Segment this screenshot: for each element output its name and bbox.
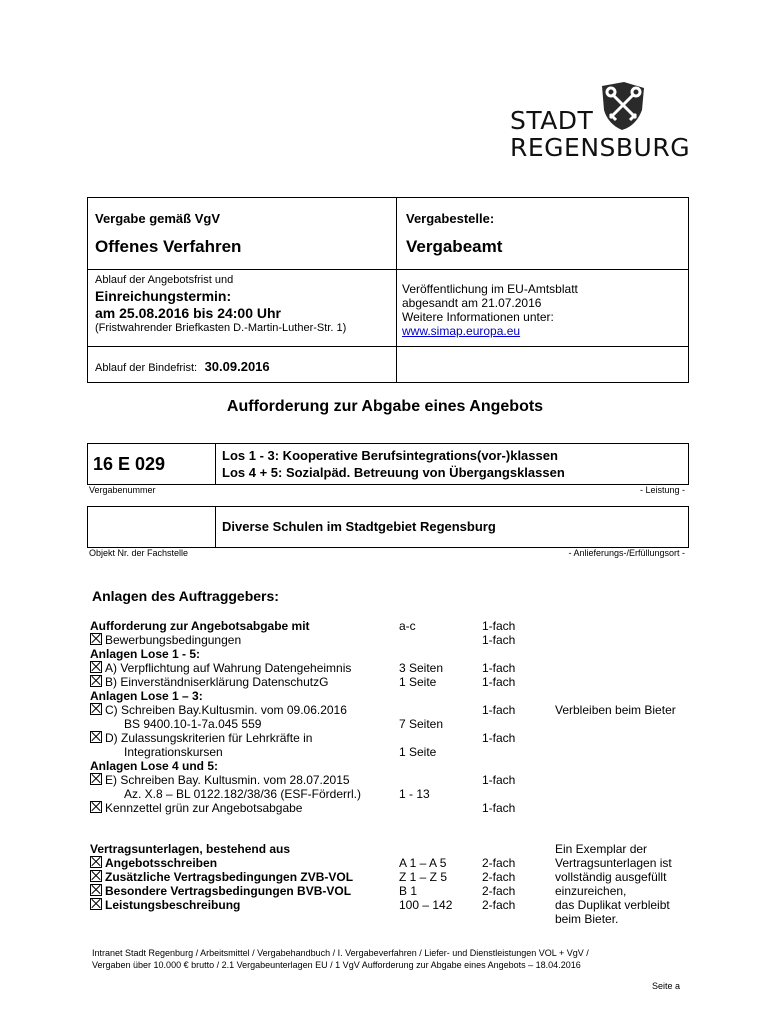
attachment-label: Bewerbungsbedingungen (105, 633, 242, 647)
contract-ref: B 1 (399, 884, 418, 898)
attachment-pages: 1 Seite (399, 675, 437, 689)
logo-line-regensburg: REGENSBURG (510, 133, 691, 162)
footer-line-1: Intranet Stadt Regenburg / Arbeitsmittel / Vergabehandbuch / I. Vergabeverfahren / Liefer- und Dienstleistungen VOL + VgV / (92, 948, 589, 958)
award-number: 16 E 029 (93, 454, 166, 474)
contract-label: Besondere Vertragsbedingungen BVB-VOL (105, 884, 352, 898)
logo-line-stadt: STADT (510, 106, 594, 135)
attachment-label: A) Verpflichtung auf Wahrung Datengeheimnis (105, 661, 352, 675)
attachment-copies: 1-fach (482, 801, 516, 815)
attachment-copies: 1-fach (482, 675, 516, 689)
checked-box-icon[interactable] (90, 661, 102, 673)
checked-box-icon[interactable] (90, 703, 102, 715)
checked-box-icon[interactable] (90, 898, 102, 910)
authority-label: Vergabestelle: (406, 211, 495, 226)
contract-row (90, 856, 217, 870)
publication-line-3: Weitere Informationen unter: (402, 310, 554, 324)
checked-box-icon[interactable] (90, 675, 102, 687)
checked-box-icon[interactable] (90, 870, 102, 882)
award-divider (215, 444, 216, 484)
contract-label: Leistungsbeschreibung (105, 898, 241, 912)
attachment-row (90, 801, 302, 815)
attachment-group-2: Anlagen Lose 1 – 3: (90, 689, 203, 703)
procedure-label: Vergabe gemäß VgV (95, 211, 220, 226)
checked-box-icon[interactable] (90, 731, 102, 743)
lot-line-2: Los 4 + 5: Sozialpäd. Betreuung von Übergangsklassen (222, 465, 565, 480)
attachment-pages: 1 - 13 (399, 787, 430, 801)
contract-note-line: das Duplikat verbleibt (555, 898, 670, 912)
attachment-row (90, 703, 347, 717)
checked-box-icon[interactable] (90, 633, 102, 645)
header-divider-vertical (396, 198, 397, 382)
attachment-copies: 1-fach (482, 661, 516, 675)
attachment-label: Kennzettel grün zur Angebotsabgabe (105, 801, 303, 815)
attachment-row (90, 731, 312, 745)
award-number-caption: Vergabenummer (89, 485, 156, 495)
contract-label: Angebotsschreiben (105, 856, 218, 870)
coat-of-arms-icon (598, 80, 648, 132)
contract-heading: Vertragsunterlagen, bestehend aus (90, 842, 291, 856)
lot-line-1: Los 1 - 3: Kooperative Berufsintegrations(vor-)klassen (222, 448, 558, 463)
contract-note-line: Ein Exemplar der (555, 842, 648, 856)
contract-note-line: Vertragsunterlagen ist (555, 856, 672, 870)
attachment-pages: 7 Seiten (399, 717, 444, 731)
binding-period (95, 358, 270, 376)
service-caption: - Leistung - (639, 485, 685, 495)
attachment-group-3: Anlagen Lose 4 und 5: (90, 759, 219, 773)
checked-box-icon[interactable] (90, 773, 102, 785)
checked-box-icon[interactable] (90, 801, 102, 813)
authority-value: Vergabeamt (406, 237, 503, 256)
main-title: Aufforderung zur Abgabe eines Angebots (226, 398, 544, 415)
object-divider (215, 507, 216, 547)
contract-ref: A 1 – A 5 (399, 856, 447, 870)
contract-ref: Z 1 – Z 5 (399, 870, 448, 884)
object-caption: Objekt Nr. der Fachstelle (89, 548, 189, 558)
footer-line-2: Vergaben über 10.000 € brutto / 2.1 Vergabeunterlagen EU / 1 VgV Aufforderung zur Abgabe eines Angebots – 18.04.2016 (92, 960, 581, 970)
attachment-note: Verbleiben beim Bieter (555, 703, 676, 717)
attachment-copies: 1-fach (482, 633, 516, 647)
attachment-copies: 1-fach (482, 773, 516, 787)
attachment-pages: 1 Seite (399, 745, 437, 759)
contract-copies: 2-fach (482, 856, 516, 870)
deadline-note: (Fristwahrender Briefkasten D.-Martin-Luther-Str. 1) (95, 322, 347, 334)
contract-note-line: beim Bieter. (555, 912, 619, 926)
contract-row (90, 884, 351, 898)
delivery-location: Diverse Schulen im Stadtgebiet Regensburg (222, 519, 496, 534)
attachment-label: D) Zulassungskriterien für Lehrkräfte in (105, 731, 313, 745)
contract-ref: 100 – 142 (399, 898, 453, 912)
attachment-row (90, 661, 351, 675)
attachment-row (90, 773, 350, 787)
attachment-label-cont: Az. X.8 – BL 0122.182/38/36 (ESF-Förderrl.) (124, 787, 362, 801)
contract-note-line: einzureichen, (555, 884, 627, 898)
simap-link[interactable]: www.simap.europa.eu (402, 324, 521, 338)
page-number: Seite a (651, 981, 680, 991)
header-divider-1 (88, 269, 688, 270)
attachment-label: E) Schreiben Bay. Kultusmin. vom 28.07.2015 (105, 773, 350, 787)
place-caption: - Anlieferungs-/Erfüllungsort - (568, 548, 685, 558)
contract-label: Zusätzliche Vertragsbedingungen ZVB-VOL (105, 870, 354, 884)
attachment-row (90, 633, 241, 647)
deadline-title: Einreichungstermin: (95, 288, 232, 304)
attachment-label-cont: Integrationskursen (124, 745, 223, 759)
contract-row (90, 870, 353, 884)
deadline-value: am 25.08.2016 bis 24:00 Uhr (95, 305, 282, 321)
procedure-value: Offenes Verfahren (95, 237, 242, 256)
attachments-heading-pages: a-c (399, 619, 416, 633)
binding-value: 30.09.2016 (204, 359, 270, 374)
contract-row (90, 898, 240, 912)
deadline-intro: Ablauf der Angebotsfrist und (95, 274, 234, 286)
attachment-copies: 1-fach (482, 703, 516, 717)
award-box (87, 443, 689, 485)
attachment-group-1: Anlagen Lose 1 - 5: (90, 647, 201, 661)
checked-box-icon[interactable] (90, 856, 102, 868)
attachment-label-cont: BS 9400.10-1-7a.045 559 (124, 717, 262, 731)
contract-copies: 2-fach (482, 870, 516, 884)
attachments-heading: Aufforderung zur Angebotsabgabe mit (90, 619, 310, 633)
publication-line-1: Veröffentlichung im EU-Amtsblatt (402, 282, 578, 296)
contract-note-line: vollständig ausgefüllt (555, 870, 667, 884)
contract-copies: 2-fach (482, 898, 516, 912)
attachment-label: B) Einverständniserklärung DatenschutzG (105, 675, 329, 689)
binding-label: Ablauf der Bindefrist: (95, 362, 198, 374)
checked-box-icon[interactable] (90, 884, 102, 896)
attachment-row (90, 675, 328, 689)
publication-line-2: abgesandt am 21.07.2016 (402, 296, 542, 310)
attachment-label: C) Schreiben Bay.Kultusmin. vom 09.06.2016 (105, 703, 347, 717)
attachment-pages: 3 Seiten (399, 661, 444, 675)
contract-copies: 2-fach (482, 884, 516, 898)
attachment-copies: 1-fach (482, 731, 516, 745)
attachments-heading-copies: 1-fach (482, 619, 516, 633)
header-divider-2 (88, 346, 688, 347)
attachments-title: Anlagen des Auftraggebers: (92, 588, 279, 604)
city-logo (510, 80, 691, 162)
header-table (87, 197, 689, 383)
object-box (87, 506, 689, 548)
